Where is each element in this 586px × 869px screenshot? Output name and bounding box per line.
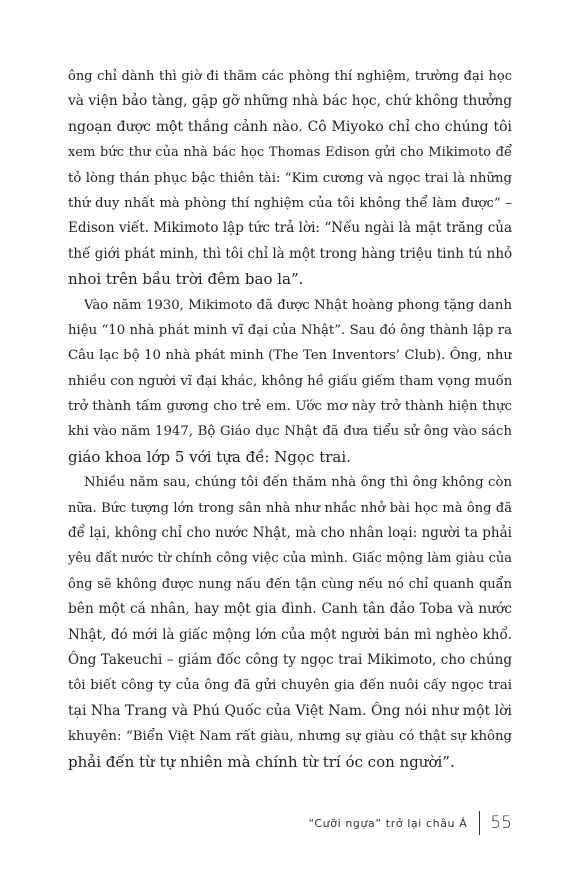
text-line: bên một cá nhân, hay một gia đình. Canh tân đảo Toba và nước [68, 601, 512, 618]
text-line: Edison viết. Mikimoto lập tức trả lời: “Nếu ngài là mặt trăng của [68, 220, 512, 237]
text-line: ông chỉ dành thì giờ đi thăm các phòng thí nghiệm, trường đại học [68, 69, 512, 84]
text-line: tôi biết công ty của ông đã gửi chuyên gia đến nuôi cấy ngọc trai [68, 678, 512, 694]
page-footer [308, 809, 512, 837]
text-line: phải đến từ tự nhiên mà chính từ trí óc con người”. [68, 752, 455, 771]
text-line: tỏ lòng thán phục bậc thiên tài: “Kim cương và ngọc trai là những [68, 170, 512, 186]
text-line: Vào năm 1930, Mikimoto đã được Nhật hoàng phong tặng danh [84, 297, 512, 313]
text-line: trở thành tấm gương cho trẻ em. Ước mơ này trở thành hiện thực [68, 399, 512, 415]
text-line: khi vào năm 1947, Bộ Giáo dục Nhật đã đưa tiểu sử ông vào sách [68, 424, 512, 440]
text-line: và viện bảo tàng, gặp gỡ những nhà bác học, chứ không thưởng [68, 93, 512, 110]
paragraph-1 [68, 64, 512, 293]
footer-divider [479, 811, 480, 835]
text-line: khuyên: “Biển Việt Nam rất giàu, nhưng sự giàu có thật sự không [68, 729, 512, 745]
text-line: Câu lạc bộ 10 nhà phát minh (The Ten Inventors’ Club). Ông, như [68, 348, 512, 364]
text-line: giáo khoa lớp 5 với tựa đề: Ngọc trai. [68, 447, 351, 466]
text-line: Ông Takeuchi – giám đốc công ty ngọc trai Mikimoto, cho chúng [68, 651, 512, 668]
text-line: ngoạn được một thắng cảnh nào. Cô Miyoko chỉ cho chúng tôi [68, 118, 512, 135]
text-line: thứ duy nhất mà phòng thí nghiệm của tôi không thể làm được” – [68, 195, 512, 211]
text-line: Nhiều năm sau, chúng tôi đến thăm nhà ông thì ông không còn [84, 475, 512, 491]
text-line: nhiều con người vĩ đại khác, không hề giấu giếm tham vọng muốn [68, 373, 512, 389]
text-line: tại Nha Trang và Phú Quốc của Việt Nam. Ông nói như một lời [68, 702, 512, 719]
text-line: ông sẽ không được nung nấu đến tận cùng nếu nó chỉ quanh quẩn [68, 576, 512, 592]
paragraph-3 [68, 470, 512, 775]
text-line: nữa. Bức tượng lớn trong sân nhà như nhắc nhở bài học mà ông đã [68, 500, 512, 516]
text-line: xem bức thư của nhà bác học Thomas Edison gửi cho Mikimoto để [68, 145, 512, 161]
text-line: hiệu “10 nhà phát minh vĩ đại của Nhật”. Sau đó ông thành lập ra [68, 322, 512, 338]
paragraph-2 [68, 293, 512, 471]
running-title: “Cưỡi ngựa” trở lại châu Á [308, 816, 468, 830]
text-line: nhoi trên bầu trời đêm bao la”. [68, 270, 304, 289]
body-text [68, 64, 512, 775]
text-line: Nhật, đó mới là giấc mộng lớn của một người bán mì nghèo khổ. [68, 626, 512, 643]
text-line: thế giới phát minh, thì tôi chỉ là một trong hàng triệu tinh tú nhỏ [68, 245, 512, 262]
page-number: 55 [490, 813, 512, 833]
text-line: yêu đất nước từ chính công việc của mình. Giấc mộng làm giàu của [68, 551, 512, 567]
text-line: để lại, không chỉ cho nước Nhật, mà cho nhân loại: người ta phải [68, 525, 512, 542]
